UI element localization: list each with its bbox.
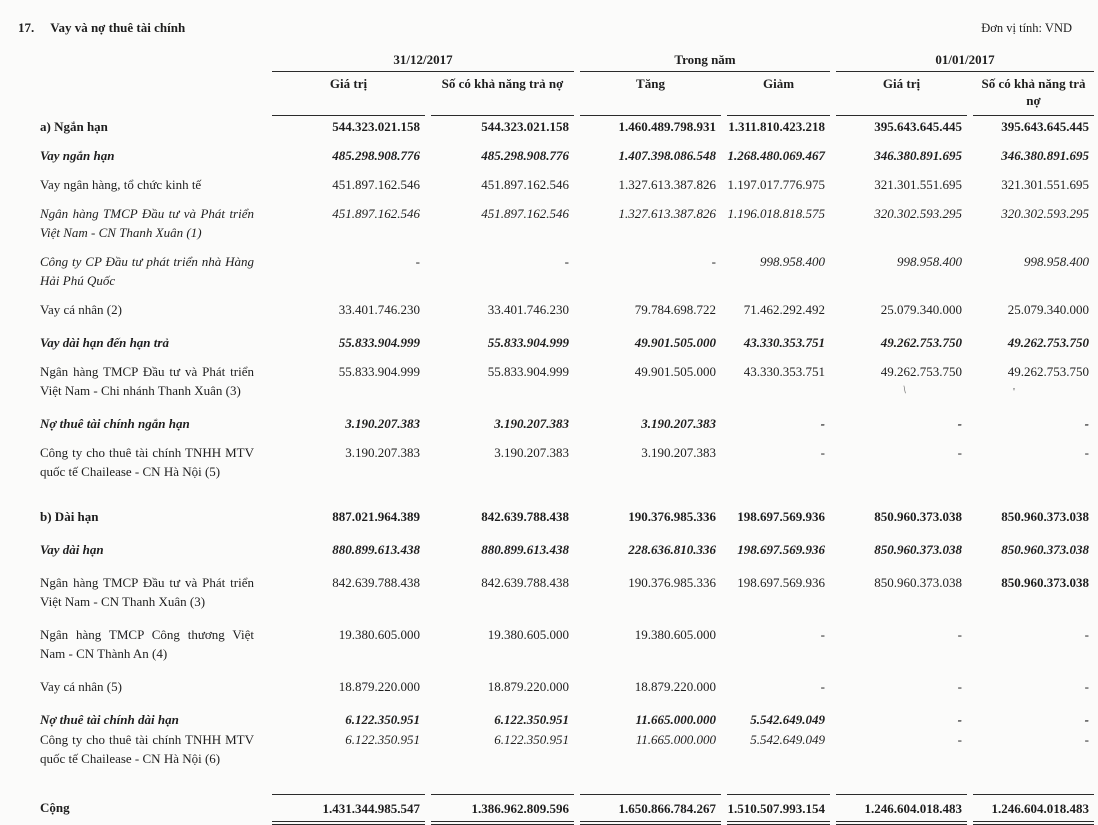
section-number: 17. bbox=[18, 20, 35, 35]
value-cell: - bbox=[820, 445, 825, 460]
row-label: Vay dài hạn bbox=[40, 542, 104, 557]
value-cell: - bbox=[957, 627, 962, 642]
value-cell: - bbox=[957, 416, 962, 431]
value-cell: 1.327.613.387.826 bbox=[618, 206, 716, 221]
table-row bbox=[40, 362, 1094, 400]
table-subheaders bbox=[40, 72, 1094, 116]
value-cell: 190.376.985.336 bbox=[628, 575, 716, 590]
value-cell: 1.407.398.086.548 bbox=[618, 148, 716, 163]
value-cell: - bbox=[820, 416, 825, 431]
total-value-cell: 1.386.962.809.596 bbox=[431, 794, 574, 825]
unit-label: Đơn vị tính: VND bbox=[981, 21, 1072, 35]
value-cell: - bbox=[957, 712, 962, 727]
value-cell: 320.302.593.295 bbox=[1001, 206, 1089, 221]
value-cell: 49.901.505.000 bbox=[634, 364, 716, 379]
table-row bbox=[40, 204, 1094, 242]
value-cell: 1.327.613.387.826 bbox=[618, 177, 716, 192]
total-value-cell: 1.510.507.993.154 bbox=[727, 794, 830, 825]
table-row bbox=[40, 677, 1094, 696]
table-row bbox=[40, 730, 1094, 768]
value-cell: 49.262.753.750 bbox=[880, 364, 962, 379]
value-cell: 850.960.373.038 bbox=[1001, 575, 1089, 590]
value-cell: 19.380.605.000 bbox=[634, 627, 716, 642]
row-label: Vay cá nhân (2) bbox=[40, 302, 122, 317]
total-value-cell: 1.650.866.784.267 bbox=[580, 794, 721, 825]
value-cell: 25.079.340.000 bbox=[880, 302, 962, 317]
total-value-cell: 1.431.344.985.547 bbox=[272, 794, 425, 825]
value-cell: 5.542.649.049 bbox=[750, 712, 825, 727]
value-cell: - bbox=[957, 732, 962, 747]
value-cell: 49.262.753.750 bbox=[1007, 364, 1089, 379]
section-heading bbox=[18, 14, 1094, 38]
value-cell: 33.401.746.230 bbox=[338, 302, 420, 317]
value-cell: 49.901.505.000 bbox=[634, 335, 716, 350]
value-cell: 33.401.746.230 bbox=[487, 302, 569, 317]
value-cell: 451.897.162.546 bbox=[332, 177, 420, 192]
value-cell: - bbox=[1084, 712, 1089, 727]
row-label: Vay ngân hàng, tổ chức kinh tế bbox=[40, 177, 202, 192]
column-group-header-0: 31/12/2017 bbox=[272, 50, 574, 72]
value-cell: 71.462.292.492 bbox=[743, 302, 825, 317]
value-cell: 850.960.373.038 bbox=[1001, 509, 1089, 524]
value-cell: 880.899.613.438 bbox=[481, 542, 569, 557]
row-label: Ngân hàng TMCP Đầu tư và Phát triển Việt Nam - Chi nhánh Thanh Xuân (3) bbox=[40, 364, 254, 398]
value-cell: 880.899.613.438 bbox=[332, 542, 420, 557]
value-cell: 49.262.753.750 bbox=[880, 335, 962, 350]
value-cell: 6.122.350.951 bbox=[345, 732, 420, 747]
value-cell: 190.376.985.336 bbox=[628, 509, 716, 524]
value-cell: 3.190.207.383 bbox=[641, 416, 716, 431]
row-label: Ngân hàng TMCP Công thương Việt Nam - CN Thành An (4) bbox=[40, 627, 254, 661]
total-value-cell: 1.246.604.018.483 bbox=[836, 794, 967, 825]
table-row bbox=[40, 443, 1094, 481]
value-cell: 198.697.569.936 bbox=[737, 542, 825, 557]
value-cell: 198.697.569.936 bbox=[737, 575, 825, 590]
value-cell: 5.542.649.049 bbox=[750, 732, 825, 747]
value-cell: 321.301.551.695 bbox=[874, 177, 962, 192]
value-cell: 3.190.207.383 bbox=[494, 445, 569, 460]
value-cell: 6.122.350.951 bbox=[494, 732, 569, 747]
row-label: Vay dài hạn đến hạn trả bbox=[40, 335, 169, 350]
value-cell: 395.643.645.445 bbox=[874, 119, 962, 134]
value-cell: 395.643.645.445 bbox=[1001, 119, 1089, 134]
value-cell: 55.833.904.999 bbox=[487, 335, 569, 350]
value-cell: - bbox=[711, 254, 716, 269]
table-row bbox=[40, 175, 1094, 194]
row-label: Vay cá nhân (5) bbox=[40, 679, 122, 694]
value-cell: 346.380.891.695 bbox=[1001, 148, 1089, 163]
table-row bbox=[40, 146, 1094, 165]
row-label: b) Dài hạn bbox=[40, 509, 99, 524]
value-cell: 11.665.000.000 bbox=[635, 732, 716, 747]
table-header-groups bbox=[40, 50, 1094, 72]
corner-spacer bbox=[40, 72, 266, 116]
value-cell: 320.302.593.295 bbox=[874, 206, 962, 221]
scan-artifact: \ bbox=[902, 383, 907, 397]
value-cell: 998.958.400 bbox=[760, 254, 825, 269]
value-cell: - bbox=[1084, 627, 1089, 642]
table-row bbox=[40, 625, 1094, 663]
value-cell: 850.960.373.038 bbox=[1001, 542, 1089, 557]
value-cell: 998.958.400 bbox=[897, 254, 962, 269]
value-cell: 6.122.350.951 bbox=[345, 712, 420, 727]
value-cell: - bbox=[1084, 732, 1089, 747]
value-cell: 842.639.788.438 bbox=[481, 575, 569, 590]
value-cell: 485.298.908.776 bbox=[481, 148, 569, 163]
value-cell: 998.958.400 bbox=[1024, 254, 1089, 269]
row-label: Ngân hàng TMCP Đầu tư và Phát triển Việt Nam - CN Thanh Xuân (3) bbox=[40, 575, 254, 609]
value-cell: 19.380.605.000 bbox=[487, 627, 569, 642]
value-cell: - bbox=[957, 445, 962, 460]
table-row bbox=[40, 540, 1094, 559]
value-cell: 321.301.551.695 bbox=[1001, 177, 1089, 192]
value-cell: 1.196.018.818.575 bbox=[727, 206, 825, 221]
value-cell: - bbox=[957, 679, 962, 694]
column-group-header-1: Trong năm bbox=[580, 50, 830, 72]
value-cell: 3.190.207.383 bbox=[641, 445, 716, 460]
value-cell: 55.833.904.999 bbox=[338, 335, 420, 350]
value-cell: 43.330.353.751 bbox=[743, 364, 825, 379]
table-row bbox=[40, 300, 1094, 319]
row-label: Công ty CP Đầu tư phát triển nhà Hàng Hải Phú Quốc bbox=[40, 254, 254, 288]
total-label: Cộng bbox=[40, 800, 70, 815]
table-row bbox=[40, 252, 1094, 290]
value-cell: 1.268.480.069.467 bbox=[727, 148, 825, 163]
value-cell: 850.960.373.038 bbox=[874, 509, 962, 524]
row-label: a) Ngắn hạn bbox=[40, 119, 108, 134]
table-row bbox=[40, 507, 1094, 526]
value-cell: 18.879.220.000 bbox=[487, 679, 569, 694]
column-header-3: Giảm bbox=[727, 72, 830, 116]
value-cell: 43.330.353.751 bbox=[743, 335, 825, 350]
column-header-1: Số có khả năng trả nợ bbox=[431, 72, 574, 116]
table-row bbox=[40, 573, 1094, 611]
value-cell: - bbox=[820, 679, 825, 694]
value-cell: 3.190.207.383 bbox=[345, 445, 420, 460]
value-cell: 25.079.340.000 bbox=[1007, 302, 1089, 317]
value-cell: 451.897.162.546 bbox=[332, 206, 420, 221]
value-cell: 3.190.207.383 bbox=[494, 416, 569, 431]
value-cell: 346.380.891.695 bbox=[874, 148, 962, 163]
value-cell: 485.298.908.776 bbox=[332, 148, 420, 163]
column-header-0: Giá trị bbox=[272, 72, 425, 116]
column-group-header-2: 01/01/2017 bbox=[836, 50, 1094, 72]
value-cell: 1.311.810.423.218 bbox=[728, 119, 825, 134]
row-label: Ngân hàng TMCP Đầu tư và Phát triển Việt Nam - CN Thanh Xuân (1) bbox=[40, 206, 254, 240]
financial-table bbox=[40, 50, 1094, 825]
row-label: Nợ thuê tài chính ngắn hạn bbox=[40, 416, 190, 431]
value-cell: 228.636.810.336 bbox=[628, 542, 716, 557]
value-cell: 850.960.373.038 bbox=[874, 542, 962, 557]
column-header-5: Số có khả năng trả nợ bbox=[973, 72, 1094, 116]
table-row bbox=[40, 710, 1094, 729]
value-cell: 6.122.350.951 bbox=[494, 712, 569, 727]
value-cell: - bbox=[820, 627, 825, 642]
value-cell: 18.879.220.000 bbox=[634, 679, 716, 694]
value-cell: 451.897.162.546 bbox=[481, 206, 569, 221]
value-cell: - bbox=[1084, 416, 1089, 431]
value-cell: 544.323.021.158 bbox=[332, 119, 420, 134]
column-header-2: Tăng bbox=[580, 72, 721, 116]
value-cell: 1.197.017.776.975 bbox=[727, 177, 825, 192]
value-cell: 49.262.753.750 bbox=[1007, 335, 1089, 350]
page-title: Vay và nợ thuê tài chính bbox=[50, 20, 186, 35]
value-cell: 842.639.788.438 bbox=[481, 509, 569, 524]
value-cell: - bbox=[1084, 679, 1089, 694]
value-cell: 79.784.698.722 bbox=[634, 302, 716, 317]
table-row bbox=[40, 117, 1094, 136]
table-row bbox=[40, 333, 1094, 352]
value-cell: 11.665.000.000 bbox=[635, 712, 716, 727]
value-cell: 887.021.964.389 bbox=[332, 509, 420, 524]
row-label: Công ty cho thuê tài chính TNHH MTV quốc tế Chailease - CN Hà Nội (5) bbox=[40, 445, 254, 479]
row-label: Công ty cho thuê tài chính TNHH MTV quốc tế Chailease - CN Hà Nội (6) bbox=[40, 732, 254, 766]
table-total-row bbox=[40, 794, 1094, 825]
table-row bbox=[40, 414, 1094, 433]
value-cell: 1.460.489.798.931 bbox=[618, 119, 716, 134]
corner-spacer bbox=[40, 50, 266, 72]
value-cell: 451.897.162.546 bbox=[481, 177, 569, 192]
value-cell: - bbox=[564, 254, 569, 269]
value-cell: - bbox=[1084, 445, 1089, 460]
row-label: Nợ thuê tài chính dài hạn bbox=[40, 712, 179, 727]
value-cell: 842.639.788.438 bbox=[332, 575, 420, 590]
value-cell: 3.190.207.383 bbox=[345, 416, 420, 431]
value-cell: 55.833.904.999 bbox=[487, 364, 569, 379]
scan-artifact: ' bbox=[1013, 386, 1015, 398]
column-header-4: Giá trị bbox=[836, 72, 967, 116]
total-value-cell: 1.246.604.018.483 bbox=[973, 794, 1094, 825]
value-cell: 544.323.021.158 bbox=[481, 119, 569, 134]
value-cell: - bbox=[415, 254, 420, 269]
value-cell: 19.380.605.000 bbox=[338, 627, 420, 642]
value-cell: 198.697.569.936 bbox=[737, 509, 825, 524]
row-label: Vay ngắn hạn bbox=[40, 148, 115, 163]
value-cell: 850.960.373.038 bbox=[874, 575, 962, 590]
value-cell: 18.879.220.000 bbox=[338, 679, 420, 694]
value-cell: 55.833.904.999 bbox=[338, 364, 420, 379]
